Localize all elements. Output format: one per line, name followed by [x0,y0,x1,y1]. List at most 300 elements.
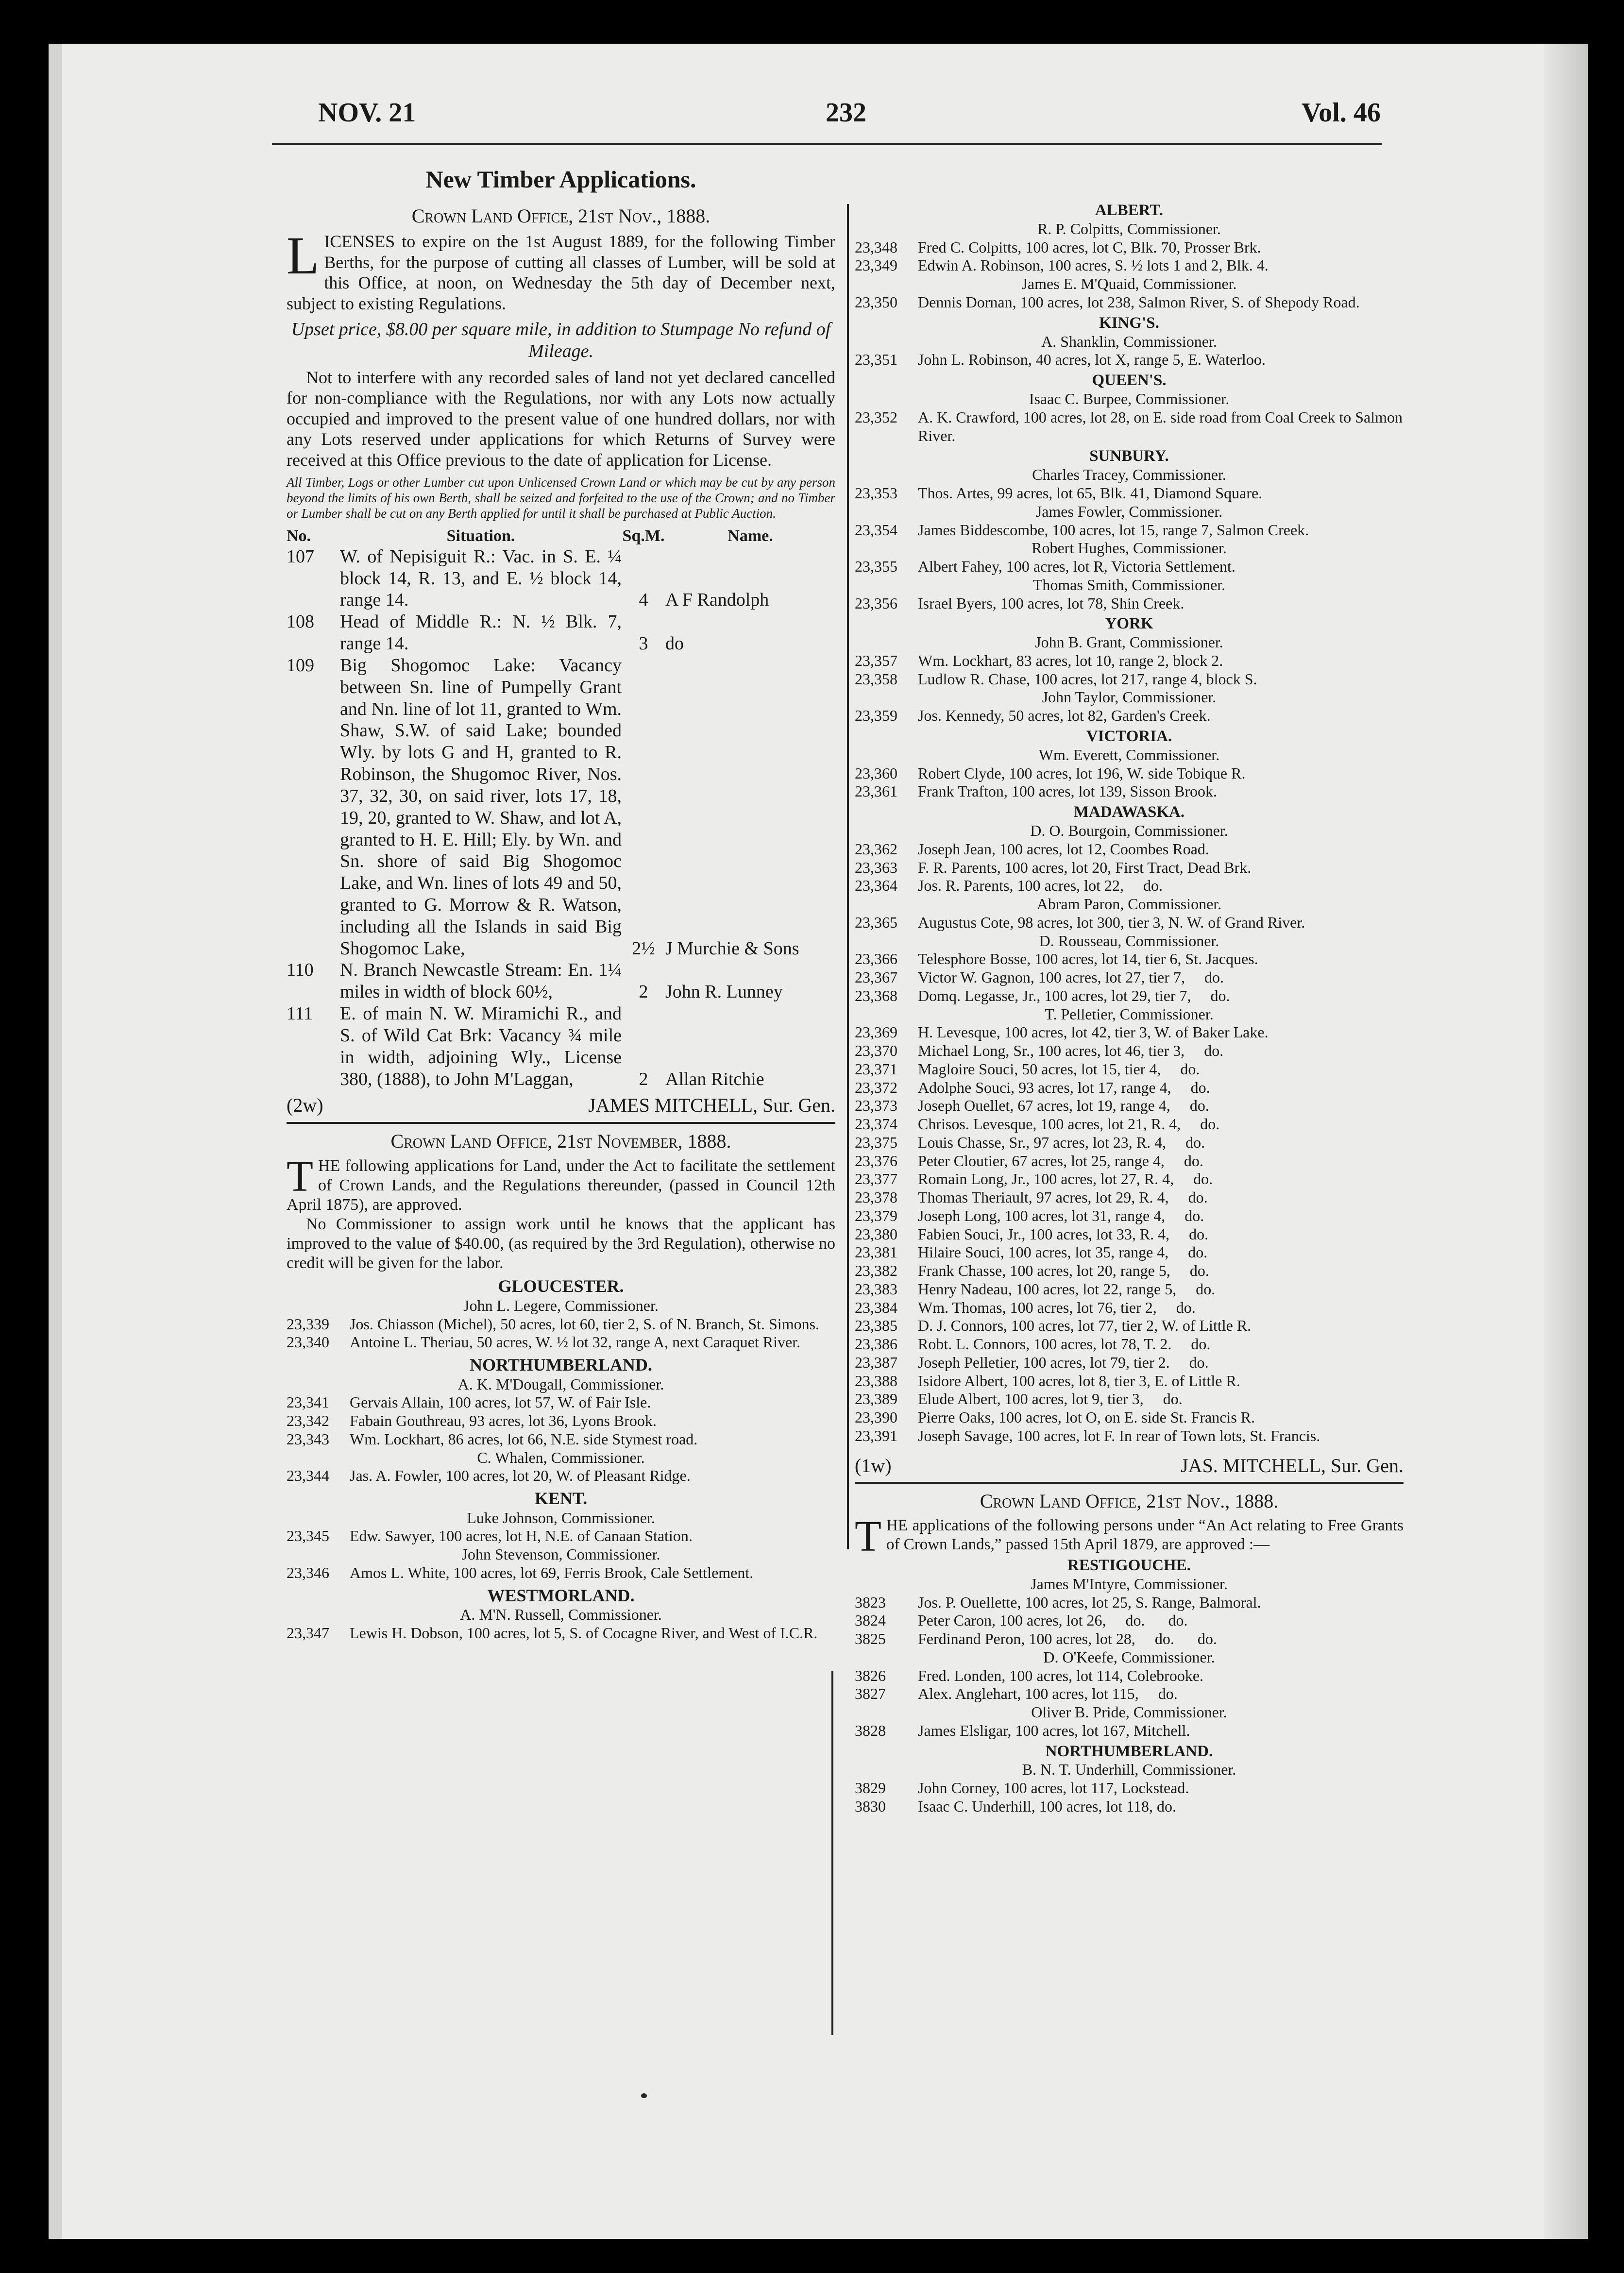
application-text [918,1408,1404,1427]
application-description: Hilaire Souci, 100 acres, lot 35, range 4, [918,1243,1169,1261]
application-text [918,1779,1404,1798]
application-description: Wm. Lockhart, 86 acres, lot 66, N.E. side Stymest road. [350,1430,698,1448]
application-description: John L. Robinson, 40 acres, lot X, range 5, E. Waterloo. [918,351,1266,369]
application-text [918,1225,1404,1244]
timber-title: New Timber Applications. [425,166,696,193]
application-number: 23,372 [855,1078,897,1096]
application-description: Fabain Gouthreau, 93 acres, lot 36, Lyons Brook. [350,1412,657,1430]
application-description: Amos L. White, 100 acres, lot 69, Ferris Brook, Cale Settlement. [350,1563,754,1581]
county-heading: WESTMORLAND. [487,1585,635,1605]
application-number: 23,370 [855,1042,897,1060]
col-situation: Situation. [446,526,515,545]
application-number: 23,389 [855,1390,897,1408]
ditto-mark: do. [1189,1097,1209,1115]
crown2-intro: THE applications of the following persons under “An Act relating to Free Grants of Crown Lands,” passed 15th April 1879, are approved :— [855,1512,1404,1561]
application-text [918,877,1404,895]
page-left-edge [49,44,62,2239]
list-item [855,1134,1404,1152]
commissioner: Charles Tracey, Commissioner. [1032,466,1226,484]
application-text [350,1412,835,1430]
application-number: 23,391 [855,1426,897,1444]
insertion-mark: (2w) [287,1094,323,1117]
application-number: 23,379 [855,1206,897,1224]
application-description: Jas. A. Fowler, 100 acres, lot 20, W. of Pleasant Ridge. [350,1467,691,1485]
list-item [855,707,1404,725]
commissioner: Thomas Smith, Commissioner. [1032,576,1226,594]
application-number: 23,377 [855,1170,897,1188]
application-description: Augustus Cote, 98 acres, lot 300, tier 3, N. W. of Grand River. [918,913,1305,931]
application-text [918,293,1404,312]
application-text [918,484,1404,503]
list-item [855,1262,1404,1280]
application-number: 23,346 [287,1563,329,1581]
commissioner: Wm. Everett, Commissioner. [1038,746,1220,763]
page-right-edge [1544,44,1588,2239]
application-description: A. K. Crawford, 100 acres, lot 28, on E. side road from Coal Creek to Salmon River. [918,408,1403,444]
application-text [918,1207,1404,1225]
county-heading: QUEEN'S. [1092,372,1167,390]
application-number: 23,388 [855,1372,897,1390]
berth-sq: 2 [639,982,648,1002]
berth-name: J Murchie & Sons [665,938,799,959]
list-item [855,1188,1404,1207]
commissioner: R. P. Colpitts, Commissioner. [1037,220,1221,237]
application-number: 23,362 [855,840,897,858]
application-description: Jos. Chiasson (Michel), 50 acres, lot 60, tier 2, S. of N. Branch, St. Simons. [350,1315,820,1333]
list-item [287,1527,835,1545]
application-description: Jos. R. Parents, 100 acres, lot 22, [918,877,1124,895]
application-text [918,1299,1404,1317]
list-item [855,1390,1404,1408]
application-description: Telesphore Bosse, 100 acres, lot 14, tier 6, St. Jacques. [918,950,1258,968]
list-item [855,1225,1404,1244]
crown1-conditions: No Commissioner to assign work until he knows that the applicant has improved to the value of $40.00, (as required by the 3rd Regulation), otherwise no credit will be given for the labor. [287,1215,835,1272]
crown2-sections [855,1556,1404,1816]
application-number: 3827 [855,1685,886,1703]
county-heading: NORTHUMBERLAND. [1045,1742,1213,1760]
ditto-mark: do. [1163,1390,1183,1408]
commissioner: A. M'N. Russell, Commissioner. [460,1606,662,1624]
ditto-mark: do. [1193,1170,1213,1188]
application-number: 23,361 [855,782,897,800]
list-item [855,351,1404,369]
table-row [287,546,835,611]
list-item [855,1097,1404,1115]
application-number: 23,341 [287,1393,329,1411]
application-text [918,859,1404,877]
application-text [350,1315,835,1334]
commissioner: James Fowler, Commissioner. [1035,502,1223,520]
list-item [855,1152,1404,1170]
application-description: Jos. Kennedy, 50 acres, lot 82, Garden's Creek. [918,707,1211,725]
berth-name: A F Randolph [665,590,769,611]
application-text [918,1262,1404,1280]
list-item [855,1317,1404,1335]
drop-cap: T [287,1152,313,1201]
list-item [855,256,1404,275]
list-item [855,1594,1404,1612]
commissioner: D. O. Bourgoin, Commissioner. [1030,822,1228,840]
application-number: 23,390 [855,1408,897,1426]
timber-warning: All Timber, Logs or other Lumber cut upon Unlicensed Crown Land or which may be cut by any person beyond the limits of his own Berth, shall be seized and forfeited to the use of the Crown; and no Timber or Lumber shall be cut on any Berth applied for until it shall be purchased at Public Auction. [287,475,835,521]
application-number: 23,375 [855,1133,897,1151]
application-text [918,1134,1404,1152]
upset-price: Upset price, $8.00 per square mile, in addition to Stumpage No refund of Mileage. [291,319,831,361]
application-description: John Corney, 100 acres, lot 117, Lockstead. [918,1779,1189,1797]
application-number: 3830 [855,1797,886,1815]
list-item [287,1315,835,1334]
list-item [287,1430,835,1449]
list-item [855,1372,1404,1391]
list-item [855,968,1404,987]
volume-number: Vol. 46 [1302,98,1381,128]
commissioner: A. K. M'Dougall, Commissioner. [457,1375,664,1393]
ditto-mark: do. [1158,1685,1178,1703]
commissioner: B. N. T. Underhill, Commissioner. [1022,1761,1236,1779]
application-text [350,1333,835,1352]
application-text [918,782,1404,801]
application-number: 23,383 [855,1280,897,1298]
list-item [287,1624,835,1643]
application-text [918,1372,1404,1391]
col-no: No. [287,526,311,545]
ditto-mark: do. [1176,1298,1196,1316]
list-item [855,1335,1404,1354]
commissioner: John Stevenson, Commissioner. [461,1545,660,1563]
crown1-dateline: Crown Land Office, 21st November, 1888. [390,1130,731,1152]
col-name: Name. [727,526,773,545]
application-description: Thos. Artes, 99 acres, lot 65, Blk. 41, Diamond Square. [918,484,1263,502]
col-sq: Sq.M. [622,526,665,545]
application-number: 3828 [855,1721,886,1739]
application-description: Thomas Theriault, 97 acres, lot 29, R. 4, [918,1188,1169,1206]
application-description: Dennis Dornan, 100 acres, lot 238, Salmon River, S. of Shepody Road. [918,293,1360,311]
berth-situation: W. of Nepisiguit R.: Vac. in S. E. ¼ block 14, R. 13, and E. ½ block 14, range 14. [340,546,622,611]
application-description: Alex. Anglehart, 100 acres, lot 115, [918,1685,1139,1703]
surveyor-general: JAS. MITCHELL, Sur. Gen. [1181,1454,1404,1476]
application-description: Lewis H. Dobson, 100 acres, lot 5, S. of Cocagne River, and West of I.C.R. [350,1624,818,1642]
application-number: 23,339 [287,1315,329,1333]
application-text [918,1667,1404,1685]
application-text [918,914,1404,932]
application-number: 3829 [855,1779,886,1797]
application-text [918,968,1404,987]
application-description: Jos. P. Ouellette, 100 acres, lot 25, S. Range, Balmoral. [918,1593,1261,1611]
application-text [918,1097,1404,1115]
application-text [350,1527,835,1545]
application-number: 23,353 [855,484,897,502]
application-number: 23,369 [855,1023,897,1041]
application-number: 23,359 [855,707,897,725]
application-description: Robert Clyde, 100 acres, lot 196, W. side Tobique R. [918,764,1246,782]
application-number: 23,364 [855,877,897,895]
application-text [918,1023,1404,1042]
application-text [918,1280,1404,1299]
berth-name: do [665,633,684,654]
right-column [855,199,1404,1816]
application-description: Chrisos. Levesque, 100 acres, lot 21, R. 4, [918,1115,1181,1133]
application-description: Adolphe Souci, 93 acres, lot 17, range 4, [918,1078,1171,1096]
list-item [855,782,1404,801]
section-rule [855,1482,1404,1484]
application-description: D. J. Connors, 100 acres, lot 77, tier 2, W. of Little R. [918,1317,1252,1335]
list-item [855,238,1404,257]
ditto-mark: do. [1204,1042,1224,1060]
county-heading: YORK [1105,615,1153,633]
application-text [918,1042,1404,1060]
list-item [287,1333,835,1352]
county-heading: RESTIGOUCHE. [1067,1556,1191,1574]
list-item [855,1170,1404,1188]
application-number: 23,343 [287,1430,329,1448]
application-description: Isaac C. Underhill, 100 acres, lot 118, do. [918,1797,1177,1815]
application-description: Fabien Souci, Jr., 100 acres, lot 33, R. 4, [918,1225,1170,1243]
list-item [855,859,1404,877]
application-description: F. R. Parents, 100 acres, lot 20, First Tract, Dead Brk. [918,858,1252,876]
application-description: Joseph Savage, 100 acres, lot F. In rear of Town lots, St. Francis. [918,1426,1320,1444]
list-item [287,1564,835,1582]
application-description: Gervais Allain, 100 acres, lot 57, W. of Fair Isle. [350,1393,651,1411]
crown2-dateline: Crown Land Office, 21st Nov., 1888. [980,1490,1279,1512]
application-number: 23,385 [855,1317,897,1335]
application-text [918,256,1404,275]
timber-dateline: Crown Land Office, 21st Nov., 1888. [411,205,710,227]
application-text [918,1115,1404,1134]
application-text [350,1393,835,1412]
application-description: Romain Long, Jr., 100 acres, lot 27, R. 4, [918,1170,1174,1188]
application-text [918,1594,1404,1612]
application-text [918,1060,1404,1079]
timber-conditions: Not to interfere with any recorded sales of land not yet declared cancelled for non-compliance with the Regulations, nor with any Lots now actually occupied and improved to the present value of one hundred dollars, nor with any Lots reserved under applications for which Returns of Survey were received at this Office previous to the date of application for License. [287,367,835,470]
application-number: 23,360 [855,764,897,782]
application-description: Ludlow R. Chase, 100 acres, lot 217, range 4, block S. [918,670,1257,688]
application-text [350,1467,835,1485]
application-text [918,594,1404,613]
application-description: Wm. Lockhart, 83 acres, lot 10, range 2, block 2. [918,651,1223,669]
insertion-mark: (1w) [855,1454,892,1476]
county-heading: ALBERT. [1095,202,1164,219]
ditto-mark: do. [1189,1353,1209,1371]
berth-no: 110 [287,960,314,981]
list-item [855,484,1404,503]
ditto-mark: do. [1188,1243,1208,1261]
ditto-mark: do. [1204,968,1224,986]
county-heading: KENT. [534,1489,588,1509]
application-number: 3825 [855,1630,886,1647]
commissioner: D. Rousseau, Commissioner. [1039,932,1219,950]
table-row [287,611,835,655]
list-item [855,1630,1404,1648]
application-description: Henry Nadeau, 100 acres, lot 22, range 5, [918,1280,1177,1298]
application-number: 23,371 [855,1060,897,1078]
list-item [855,987,1404,1005]
commissioner: James E. M'Quaid, Commissioner. [1021,275,1237,293]
county-heading: VICTORIA. [1086,727,1172,745]
application-number: 23,373 [855,1097,897,1115]
commissioner: John B. Grant, Commissioner. [1035,633,1223,651]
application-text [918,238,1404,257]
application-number: 23,378 [855,1188,897,1206]
application-text [918,950,1404,968]
list-item [855,1060,1404,1079]
list-item [855,1023,1404,1042]
application-text [918,1188,1404,1207]
application-text [918,1152,1404,1170]
berth-no: 107 [287,546,314,567]
ink-speck [641,2093,647,2098]
application-number: 23,344 [287,1467,329,1485]
list-item [855,293,1404,312]
application-number: 23,354 [855,521,897,539]
application-number: 23,387 [855,1353,897,1371]
application-text [918,764,1404,783]
page-number: 232 [826,98,866,128]
application-text [350,1430,835,1449]
application-text [918,1390,1404,1408]
drop-cap: L [287,226,320,286]
ditto-mark: do. [1143,877,1163,895]
application-number: 23,381 [855,1243,897,1261]
surveyor-general: JAMES MITCHELL, Sur. Gen. [588,1094,835,1117]
list-item [855,1408,1404,1427]
application-number: 23,357 [855,651,897,669]
ditto-mark: do. do. [1154,1630,1217,1647]
application-text [918,1685,1404,1703]
berth-situation: E. of main N. W. Miramichi R., and S. of Wild Cat Brk: Vacancy ¾ mile in width, adjoining Wly., License 380, (1888), to John M'Laggan, [340,1003,622,1089]
berth-name: Allan Ritchie [665,1069,764,1089]
table-row [287,1003,835,1090]
issue-date: NOV. 21 [318,98,416,128]
table-row [287,959,835,1003]
ditto-mark: do. [1190,1078,1210,1096]
application-description: Edwin A. Robinson, 100 acres, S. ½ lots 1 and 2, Blk. 4. [918,256,1269,274]
commissioner: Abram Paron, Commissioner. [1036,895,1222,913]
berth-sq: 3 [639,633,648,654]
application-number: 23,358 [855,670,897,688]
application-number: 23,380 [855,1225,897,1243]
list-item [855,1722,1404,1740]
application-text [918,1722,1404,1740]
application-description: Edw. Sawyer, 100 acres, lot H, N.E. of Canaan Station. [350,1527,693,1545]
berth-situation: N. Branch Newcastle Stream: En. 1¼ miles in width of block 60½, [340,960,622,1002]
list-item [855,1280,1404,1299]
ditto-mark: do. [1200,1115,1220,1133]
application-text [918,408,1404,445]
list-item [855,764,1404,783]
ditto-mark: do. [1191,1335,1211,1353]
application-number: 23,382 [855,1262,897,1280]
county-heading: SUNBURY. [1089,447,1169,465]
application-number: 23,376 [855,1152,897,1170]
column-divider-lower [831,1671,833,2035]
application-description: Isidore Albert, 100 acres, lot 8, tier 3, E. of Little R. [918,1372,1240,1390]
application-text [350,1624,835,1643]
right-sections [855,201,1404,1445]
application-description: Frank Chasse, 100 acres, lot 20, range 5, [918,1262,1170,1280]
berth-situation: Head of Middle R.: N. ½ Blk. 7, range 14. [340,611,622,654]
application-description: Fred. Londen, 100 acres, lot 114, Colebrooke. [918,1666,1204,1684]
application-number: 23,368 [855,986,897,1004]
crown1-intro: THE following applications for Land, under the Act to facilitate the settlement of Crown Lands, and the Regulations thereunder, (passed in Council 12th April 1875), are approved. [287,1152,835,1214]
list-item [855,594,1404,613]
application-number: 3826 [855,1666,886,1684]
ditto-mark: do. [1196,1280,1216,1298]
application-text [918,521,1404,540]
section-rule [287,1122,835,1124]
commissioner: Robert Hughes, Commissioner. [1032,539,1227,557]
application-number: 3824 [855,1611,886,1629]
list-item [855,558,1404,576]
application-description: Ferdinand Peron, 100 acres, lot 28, [918,1630,1135,1647]
list-item [855,521,1404,540]
application-description: Israel Byers, 100 acres, lot 78, Shin Creek. [918,594,1184,612]
application-text [918,1243,1404,1262]
list-item [855,670,1404,689]
application-number: 23,355 [855,558,897,575]
list-item [855,914,1404,932]
application-number: 23,363 [855,858,897,876]
crown1-sections [287,1276,835,1642]
application-number: 23,349 [855,256,897,274]
commissioner: A. Shanklin, Commissioner. [1041,332,1217,350]
application-number: 23,345 [287,1527,329,1545]
list-item [287,1412,835,1430]
list-item [855,652,1404,670]
commissioner: John Taylor, Commissioner. [1042,688,1217,706]
application-description: Albert Fahey, 100 acres, lot R, Victoria Settlement. [918,558,1235,575]
list-item [855,1299,1404,1317]
application-description: Elude Albert, 100 acres, lot 9, tier 3, [918,1390,1144,1408]
list-item [855,1354,1404,1372]
commissioner: James M'Intyre, Commissioner. [1031,1575,1228,1593]
list-item [287,1393,835,1412]
application-number: 23,356 [855,594,897,612]
list-item [855,1667,1404,1685]
application-number: 23,340 [287,1333,329,1351]
application-text [918,670,1404,689]
application-description: Louis Chasse, Sr., 97 acres, lot 23, R. 4, [918,1133,1167,1151]
list-item [855,1427,1404,1445]
commissioner: John L. Legere, Commissioner. [463,1296,659,1314]
application-number: 23,384 [855,1298,897,1316]
list-item [855,408,1404,445]
list-item [855,840,1404,859]
list-item [287,1467,835,1485]
application-description: Magloire Souci, 50 acres, lot 15, tier 4, [918,1060,1161,1078]
list-item [855,1243,1404,1262]
ditto-mark: do. [1184,1206,1204,1224]
application-text [918,1611,1404,1630]
list-item [855,1685,1404,1703]
application-text [918,1798,1404,1816]
application-description: Domq. Legasse, Jr., 100 acres, lot 29, tier 7, [918,986,1191,1004]
list-item [855,877,1404,895]
ditto-mark: do. do. [1125,1611,1188,1629]
application-text [918,351,1404,369]
table-row [287,655,835,960]
list-item [855,1611,1404,1630]
timber-signature [287,1094,835,1117]
application-number: 23,342 [287,1412,329,1430]
list-item [855,1115,1404,1134]
application-description: James Biddescombe, 100 acres, lot 15, range 7, Salmon Creek. [918,521,1309,539]
application-description: H. Levesque, 100 acres, lot 42, tier 3, W. of Baker Lake. [918,1023,1269,1041]
berth-sq: 2 [639,1069,648,1089]
application-description: Peter Caron, 100 acres, lot 26, [918,1611,1106,1629]
application-description: Joseph Long, 100 acres, lot 31, range 4, [918,1206,1166,1224]
application-description: Michael Long, Sr., 100 acres, lot 46, tier 3, [918,1042,1185,1060]
column-divider [847,204,849,1549]
